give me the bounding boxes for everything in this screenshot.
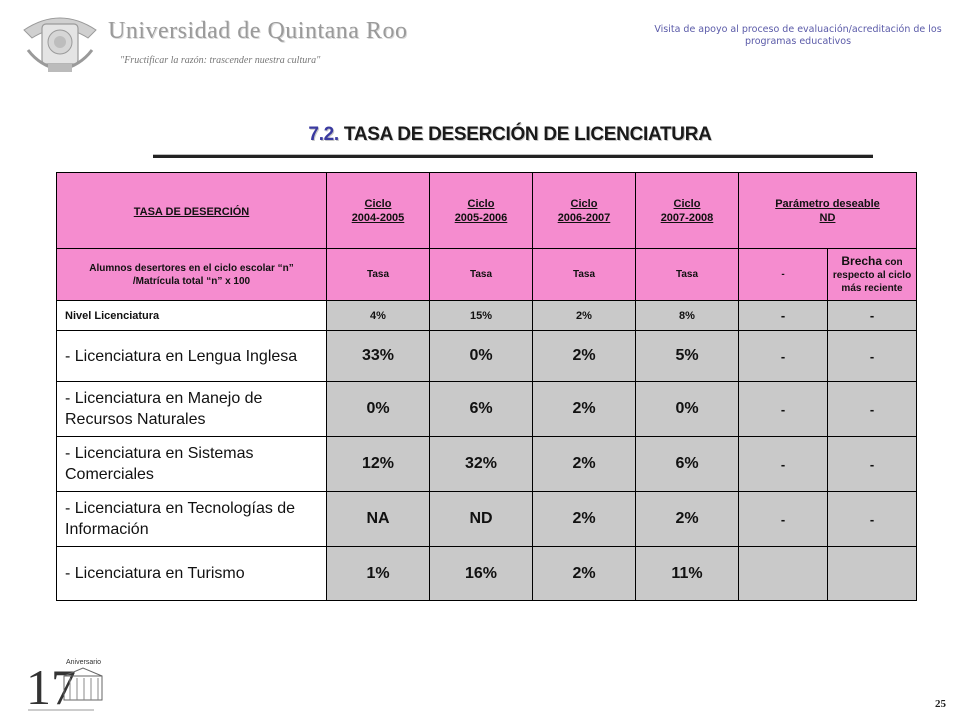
level-value: 2% [533, 301, 636, 331]
level-value: 4% [327, 301, 430, 331]
subheader-tasa: Tasa [430, 249, 533, 301]
anniversary-number: 17 [26, 659, 76, 715]
table-row [57, 547, 917, 601]
level-label: Nivel Licenciatura [57, 301, 327, 331]
rate-value: 2% [636, 492, 739, 547]
rate-value: 16% [430, 547, 533, 601]
rate-value: 2% [533, 382, 636, 437]
program-label: - Licenciatura en Sistemas Comerciales [57, 437, 327, 492]
table-row [57, 437, 917, 492]
subheader-tasa: Tasa [533, 249, 636, 301]
rate-value: 6% [636, 437, 739, 492]
param-value [739, 547, 828, 601]
table-row [57, 382, 917, 437]
desertion-rate-table [56, 172, 917, 601]
university-name: Universidad de Quintana Roo [108, 18, 408, 44]
table-row [57, 331, 917, 382]
rate-value: 12% [327, 437, 430, 492]
page-number: 25 [935, 698, 946, 710]
rate-value: 32% [430, 437, 533, 492]
brecha-value: - [828, 382, 917, 437]
page-title [150, 124, 870, 146]
title-number: 7.2. [308, 124, 339, 145]
rate-value: 0% [430, 331, 533, 382]
param-value: - [739, 331, 828, 382]
table-subheader-row [57, 249, 917, 301]
rate-value: 2% [533, 547, 636, 601]
visit-caption-line1: Visita de apoyo al proceso de evaluación/acreditación de los [654, 24, 942, 35]
level-brecha: - [828, 301, 917, 331]
header-desertion-rate: TASA DE DESERCIÓN [57, 173, 327, 249]
rate-value: 2% [533, 492, 636, 547]
level-row [57, 301, 917, 331]
table-header-row [57, 173, 917, 249]
visit-caption-line2: programas educativos [744, 36, 852, 47]
anniversary-logo [24, 654, 104, 716]
rate-value: 33% [327, 331, 430, 382]
rate-value: NA [327, 492, 430, 547]
rate-value: 11% [636, 547, 739, 601]
level-param: - [739, 301, 828, 331]
brecha-value [828, 547, 917, 601]
brecha-value: - [828, 331, 917, 382]
brecha-value: - [828, 492, 917, 547]
visit-caption [648, 24, 948, 48]
param-value: - [739, 382, 828, 437]
rate-value: 2% [533, 437, 636, 492]
rate-value: 5% [636, 331, 739, 382]
formula-cell: Alumnos desertores en el ciclo escolar “n” /Matrícula total “n” x 100 [57, 249, 327, 301]
rate-value: ND [430, 492, 533, 547]
rate-value: 0% [327, 382, 430, 437]
university-motto: "Fructificar la razón: trascender nuestra cultura" [120, 55, 321, 66]
param-value: - [739, 492, 828, 547]
program-label: - Licenciatura en Lengua Inglesa [57, 331, 327, 382]
program-label: - Licenciatura en Turismo [57, 547, 327, 601]
rate-value: 6% [430, 382, 533, 437]
title-text: TASA DE DESERCIÓN DE LICENCIATURA [343, 124, 712, 145]
university-seal-icon [18, 8, 102, 74]
header-cycle-2007-2008: Ciclo 2007-2008 [636, 173, 739, 249]
subheader-brecha: Brecha con respecto al ciclo más reciente [828, 249, 917, 301]
level-value: 8% [636, 301, 739, 331]
header-cycle-2005-2006: Ciclo 2005-2006 [430, 173, 533, 249]
level-value: 15% [430, 301, 533, 331]
header-cycle-2006-2007: Ciclo 2006-2007 [533, 173, 636, 249]
table-row [57, 492, 917, 547]
program-label: - Licenciatura en Manejo de Recursos Naturales [57, 382, 327, 437]
title-underline [153, 155, 873, 158]
subheader-param-dash: - [739, 249, 828, 301]
rate-value: 0% [636, 382, 739, 437]
brecha-value: - [828, 437, 917, 492]
rate-value: 1% [327, 547, 430, 601]
subheader-tasa: Tasa [636, 249, 739, 301]
anniversary-word: Aniversario [66, 659, 102, 666]
param-value: - [739, 437, 828, 492]
rate-value: 2% [533, 331, 636, 382]
header-cycle-2004-2005: Ciclo 2004-2005 [327, 173, 430, 249]
header-desired-parameter: Parámetro deseable ND [739, 173, 917, 249]
program-label: - Licenciatura en Tecnologías de Información [57, 492, 327, 547]
subheader-tasa: Tasa [327, 249, 430, 301]
